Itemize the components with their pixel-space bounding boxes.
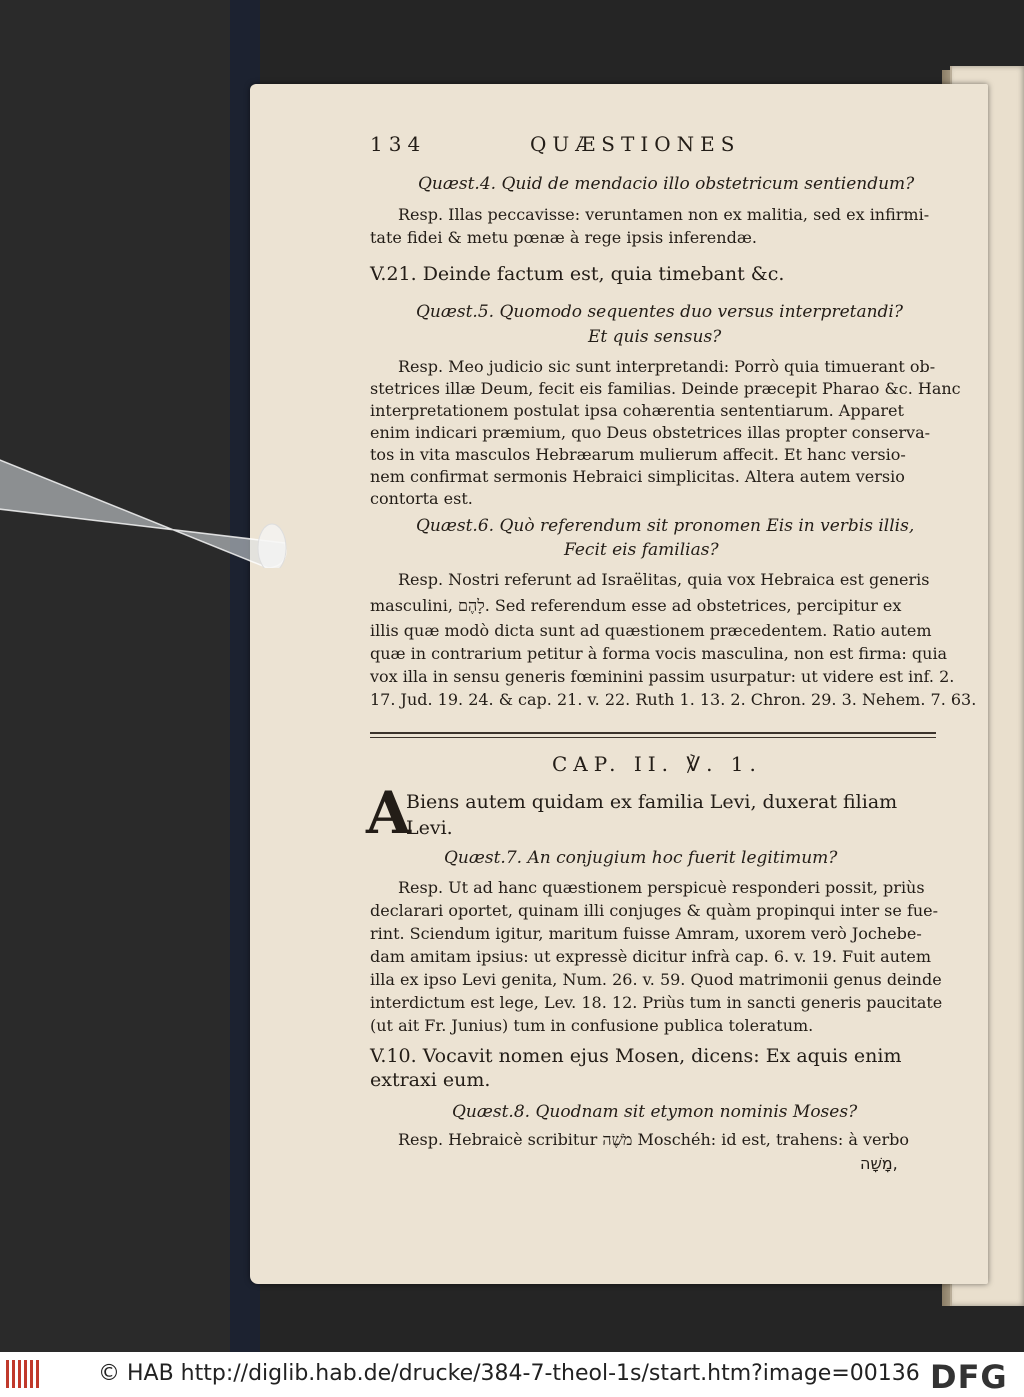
text-line: Levi. xyxy=(406,817,453,839)
text-line: מָשָׁה, xyxy=(860,1154,898,1173)
text-line: V.10. Vocavit nomen ejus Mosen, dicens: Ex aquis enim xyxy=(370,1045,902,1067)
text-line: V.21. Deinde factum est, quia timebant &c. xyxy=(370,263,785,285)
text-line: Biens autem quidam ex familia Levi, duxerat filiam xyxy=(406,791,898,813)
text-line: vox illa in sensu generis fœminini passim usurpatur: ut videre est inf. 2. xyxy=(370,667,955,686)
text-line: Quæst.8. Quodnam sit etymon nominis Moses? xyxy=(452,1102,858,1122)
text-line: rint. Sciendum igitur, maritum fuisse Amram, uxorem verò Jochebe- xyxy=(370,924,922,943)
text-line: illa ex ipso Levi genita, Num. 26. v. 59. Quod matrimonii genus deinde xyxy=(370,970,942,989)
text-line: Fecit eis familias? xyxy=(564,540,719,560)
text-line: Quæst.5. Quomodo sequentes duo versus interpretandi? xyxy=(416,302,903,322)
text-line: enim indicari præmium, quo Deus obstetrices illas propter conserva- xyxy=(370,423,931,442)
text-line: Resp. Illas peccavisse: veruntamen non ex malitia, sed ex infirmi- xyxy=(398,205,930,224)
text-line: masculini, לָהֶם. Sed referendum esse ad obstetrices, percipitur ex xyxy=(370,596,902,615)
text-line: extraxi eum. xyxy=(370,1069,491,1091)
text-line: quæ in contrarium petitur à forma vocis masculina, non est firma: quia xyxy=(370,644,948,663)
text-line: nem confirmat sermonis Hebraici simplicitas. Altera autem versio xyxy=(370,467,905,486)
text-line: Resp. Ut ad hanc quæstionem perspicuè responderi possit, priùs xyxy=(398,878,925,897)
text-line: declarari oportet, quinam illi conjuges & quàm propinqui inter se fue- xyxy=(370,901,939,920)
text-line: tos in vita masculos Hebræarum mulierum affecit. Et hanc versio- xyxy=(370,445,906,464)
text-line: stetrices illæ Deum, fecit eis familias. Deinde præcepit Pharao &c. Hanc xyxy=(370,379,961,398)
footer-link[interactable]: © HAB http://diglib.hab.de/drucke/384-7-theol-1s/start.htm?image=00136 xyxy=(98,1361,920,1386)
text-line: Resp. Meo judicio sic sunt interpretandi: Porrò quia timuerant ob- xyxy=(398,357,936,376)
text-line: Et quis sensus? xyxy=(588,327,722,347)
text-line: interdictum est lege, Lev. 18. 12. Priùs tum in sancti generis paucitate xyxy=(370,993,943,1012)
text-line: illis quæ modò dicta sunt ad quæstionem præcedentem. Ratio autem xyxy=(370,621,932,640)
drop-cap: A xyxy=(366,779,412,847)
text-line: contorta est. xyxy=(370,489,473,508)
text-line: Quæst.4. Quid de mendacio illo obstetricum sentiendum? xyxy=(418,174,915,194)
text-line: interpretationem postulat ipsa cohærentia sententiarum. Apparet xyxy=(370,401,904,420)
text-line: Resp. Hebraicè scribitur מֹשֶׁה Moschéh: id est, trahens: à verbo xyxy=(398,1130,909,1149)
section-divider xyxy=(370,732,936,738)
hab-logo-icon xyxy=(6,1360,42,1388)
text-line: (ut ait Fr. Junius) tum in confusione publica toleratum. xyxy=(370,1016,814,1035)
text-line: Resp. Nostri referunt ad Israëlitas, quia vox Hebraica est generis xyxy=(398,570,930,589)
text-line: tate fidei & metu pœnæ à rege ipsis inferendæ. xyxy=(370,228,757,247)
chapter-heading: CAP. II. ℣. 1. xyxy=(552,752,762,776)
running-title: QUÆSTIONES xyxy=(530,132,741,156)
page-number: 134 xyxy=(370,132,427,156)
text-line: Quæst.7. An conjugium hoc fuerit legitimum? xyxy=(444,848,838,868)
text-line: dam amitam ipsius: ut expressè dicitur infrà cap. 6. v. 19. Fuit autem xyxy=(370,947,932,966)
background-left xyxy=(0,0,250,1352)
text-line: 17. Jud. 19. 24. & cap. 21. v. 22. Ruth 1. 13. 2. Chron. 29. 3. Nehem. 7. 63. xyxy=(370,690,977,709)
dfg-logo: DFG xyxy=(930,1358,1008,1396)
glass-weight xyxy=(0,448,295,568)
text-line: Quæst.6. Quò referendum sit pronomen Eis in verbis illis, xyxy=(416,516,915,536)
footer-bar xyxy=(0,1352,1024,1397)
